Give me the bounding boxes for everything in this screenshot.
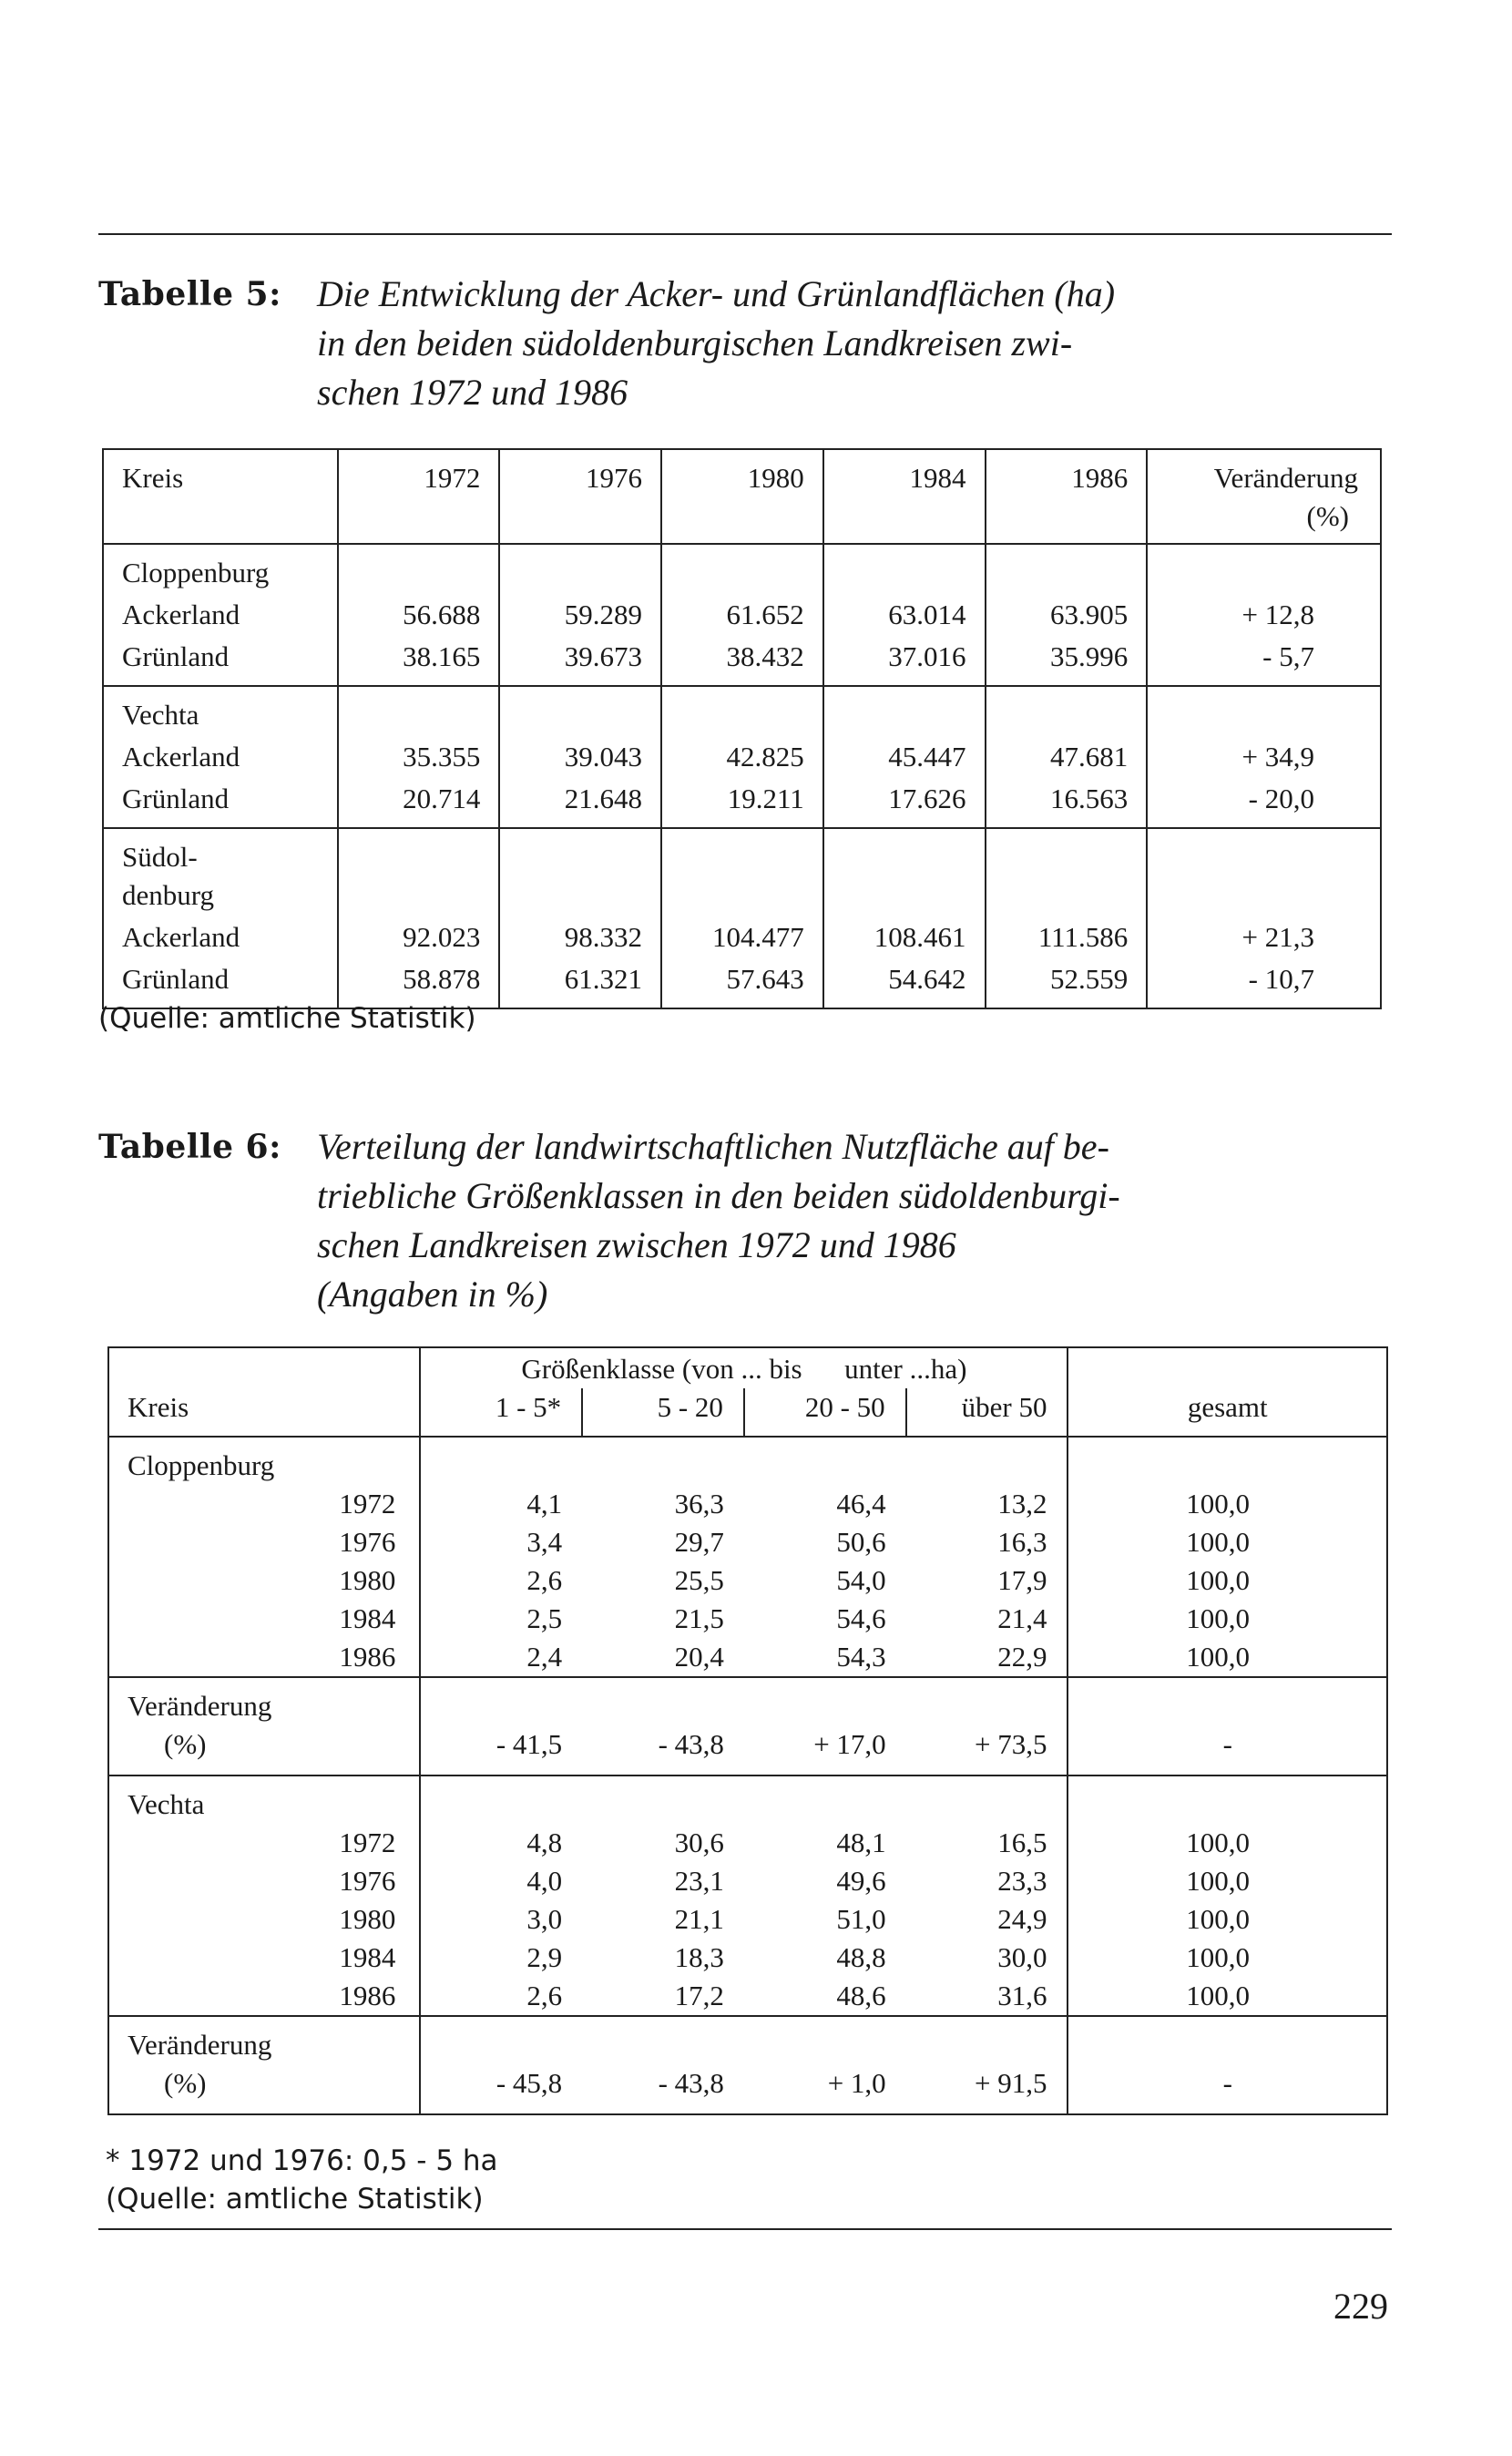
cell-value: 63.014 [823,592,986,634]
table6-title-line: (Angaben in %) [317,1274,548,1315]
table6-title [317,1122,1392,1319]
group-name-line: Südol- [122,841,198,873]
cell-value: 57.643 [661,957,823,1008]
cell-value: 54,6 [836,1602,886,1634]
change-label [108,2016,420,2114]
cell-value: 54.642 [823,957,986,1008]
cell-value: 48,6 [836,1980,886,2011]
change-label-line: Veränderung [128,2029,272,2061]
table5 [102,448,1382,1009]
table-row [103,957,1381,1008]
cell-change: - 43,8 [582,2016,744,2114]
cell-change: + 73,5 [906,1677,1068,1775]
cell-value: 3,0 [526,1903,563,1935]
cell-value: 17.626 [823,776,986,828]
cell-value: 104.477 [661,915,823,957]
table6-header-row-top [108,1347,1387,1388]
cell-total: - [1068,2016,1387,2114]
cell-change: + 17,0 [744,1677,906,1775]
cell-value: 3,4 [526,1526,563,1558]
cell-value: 21,5 [674,1602,724,1634]
cell-value: 21,1 [674,1903,724,1935]
cell-change: + 1,0 [744,2016,906,2114]
cell-value: 31,6 [906,1977,1068,2016]
table5-group-name-row [103,828,1381,915]
cell-value: 23,1 [674,1865,724,1897]
header-kreis: Kreis [108,1388,420,1437]
cell-value: 61.652 [661,592,823,634]
header-size-class: 1 - 5* [420,1388,582,1437]
cell-value: 98.332 [499,915,661,957]
cell-value: 13,2 [906,1485,1068,1523]
cell-change: - 45,8 [420,2016,582,2114]
cell-value: 54,0 [836,1564,886,1596]
cell-value: 48,8 [836,1941,886,1973]
table-row [108,1561,1387,1600]
table-row [108,1939,1387,1977]
cell-value: 54,3 [836,1641,886,1673]
cell-change: + 34,9 [1147,734,1381,776]
table-row [103,915,1381,957]
table5-source: (Quelle: amtliche Statistik) [98,1002,476,1035]
cell-total: 100,0 [1068,1638,1387,1677]
header-size-class-group: Größenklasse (von ... bis unter ...ha) [420,1347,1068,1388]
table6-title-line: triebliche Größenklassen in den beiden südoldenburgi- [317,1175,1120,1216]
table-row [108,1862,1387,1900]
cell-total: - [1068,1677,1387,1775]
table6-label: Tabelle 6: [98,1128,281,1166]
cell-value: 20.714 [338,776,500,828]
table6-heading [98,1122,1392,1323]
cell-value: 16,5 [906,1824,1068,1862]
cell-value: 59.289 [499,592,661,634]
cell-change: + 12,8 [1147,592,1381,634]
table-row [103,776,1381,828]
cell-value: 37.016 [823,634,986,686]
row-label: Ackerland [103,734,338,776]
header-change [1147,449,1381,544]
cell-value: 51,0 [836,1903,886,1935]
table5-title-line: Die Entwicklung der Acker- und Grünlandflächen (ha) [317,273,1116,314]
cell-total: 100,0 [1068,1561,1387,1600]
change-label [108,1677,420,1775]
cell-value: 30,6 [674,1827,724,1858]
cell-value: 45.447 [823,734,986,776]
cell-value: 24,9 [906,1900,1068,1939]
cell-total: 100,0 [1068,1523,1387,1561]
group-name: Cloppenburg [103,544,338,592]
bottom-rule [98,2228,1392,2230]
group-name [103,828,338,915]
header-total: gesamt [1068,1388,1387,1437]
table6-title-line: schen Landkreisen zwischen 1972 und 1986 [317,1224,956,1265]
cell-value: 2,4 [526,1641,563,1673]
row-label: Grünland [103,957,338,1008]
row-year: 1980 [312,1900,420,1939]
table6 [107,1346,1388,2115]
cell-value: 22,9 [906,1638,1068,1677]
table6-footnote: * 1972 und 1976: 0,5 - 5 ha [106,2144,498,2177]
cell-value: 49,6 [836,1865,886,1897]
table5-label: Tabelle 5: [98,275,281,313]
table-row [108,1824,1387,1862]
group-name-line: denburg [122,879,215,911]
cell-change: - 43,8 [582,1677,744,1775]
table-row [108,1900,1387,1939]
table-row [103,634,1381,686]
cell-value: 2,5 [526,1602,563,1634]
cell-value: 36,3 [674,1488,724,1520]
cell-value: 4,8 [526,1827,563,1858]
cell-value: 92.023 [338,915,500,957]
header-size-class: 20 - 50 [744,1388,906,1437]
cell-change: + 21,3 [1147,915,1381,957]
cell-value: 21,4 [906,1600,1068,1638]
header-size-class: 5 - 20 [582,1388,744,1437]
row-year: 1972 [312,1485,420,1523]
cell-value: 17,2 [674,1980,724,2011]
cell-change: - 10,7 [1147,957,1381,1008]
table6-section-name-row [108,1775,1387,1824]
table6-header-row [108,1388,1387,1437]
cell-value: 17,9 [906,1561,1068,1600]
cell-value: 58.878 [338,957,500,1008]
table5-heading [98,270,1392,425]
row-label: Grünland [103,634,338,686]
cell-value: 2,6 [526,1564,563,1596]
row-year: 1986 [312,1638,420,1677]
row-year: 1984 [312,1600,420,1638]
row-year: 1972 [312,1824,420,1862]
cell-value: 48,1 [836,1827,886,1858]
cell-value: 38.165 [338,634,500,686]
header-year: 1986 [986,449,1148,544]
table6-title-line: Verteilung der landwirtschaftlichen Nutzfläche auf be- [317,1126,1109,1167]
cell-value: 29,7 [674,1526,724,1558]
table6-section-name-row [108,1437,1387,1485]
cell-value: 18,3 [674,1941,724,1973]
change-label-line: (%) [164,1728,207,1760]
table5-header-row [103,449,1381,544]
cell-total: 100,0 [1068,1939,1387,1977]
cell-value: 25,5 [674,1564,724,1596]
cell-total: 100,0 [1068,1977,1387,2016]
change-label-line: Veränderung [128,1690,272,1722]
table-row [108,1485,1387,1523]
cell-value: 35.355 [338,734,500,776]
table6-change-row [108,1677,1387,1775]
table5-title [317,270,1392,417]
section-name: Cloppenburg [108,1437,420,1485]
cell-value: 16.563 [986,776,1148,828]
change-label-line: (%) [164,2067,207,2099]
row-label: Ackerland [103,592,338,634]
row-year: 1976 [312,1523,420,1561]
cell-value: 23,3 [906,1862,1068,1900]
cell-value: 42.825 [661,734,823,776]
cell-change: - 20,0 [1147,776,1381,828]
header-year: 1984 [823,449,986,544]
table5-title-line: in den beiden südoldenburgischen Landkreisen zwi- [317,322,1073,363]
table5-title-line: schen 1972 und 1986 [317,372,628,413]
table5-group-name-row [103,544,1381,592]
cell-value: 39.673 [499,634,661,686]
row-year: 1976 [312,1862,420,1900]
group-name: Vechta [103,686,338,734]
row-year: 1986 [312,1977,420,2016]
cell-value: 19.211 [661,776,823,828]
cell-change: - 41,5 [420,1677,582,1775]
header-year: 1976 [499,449,661,544]
table-row [103,592,1381,634]
row-year: 1984 [312,1939,420,1977]
cell-value: 52.559 [986,957,1148,1008]
header-year: 1980 [661,449,823,544]
top-rule [98,233,1392,235]
cell-value: 50,6 [836,1526,886,1558]
cell-value: 2,9 [526,1941,563,1973]
cell-total: 100,0 [1068,1485,1387,1523]
cell-value: 39.043 [499,734,661,776]
cell-value: 35.996 [986,634,1148,686]
row-label: Grünland [103,776,338,828]
cell-value: 2,6 [526,1980,563,2011]
row-label: Ackerland [103,915,338,957]
cell-value: 61.321 [499,957,661,1008]
table-row [108,1523,1387,1561]
table-row [108,1638,1387,1677]
cell-value: 38.432 [661,634,823,686]
cell-change: - 5,7 [1147,634,1381,686]
cell-value: 47.681 [986,734,1148,776]
cell-value: 4,1 [526,1488,563,1520]
cell-value: 63.905 [986,592,1148,634]
header-kreis: Kreis [103,449,338,544]
cell-change: + 91,5 [906,2016,1068,2114]
table-row [108,1600,1387,1638]
header-size-class: über 50 [906,1388,1068,1437]
section-name: Vechta [108,1775,420,1824]
header-change-unit: (%) [1306,500,1349,532]
cell-value: 46,4 [836,1488,886,1520]
header-year: 1972 [338,449,500,544]
cell-value: 21.648 [499,776,661,828]
cell-value: 4,0 [526,1865,563,1897]
cell-total: 100,0 [1068,1900,1387,1939]
cell-total: 100,0 [1068,1862,1387,1900]
cell-value: 30,0 [906,1939,1068,1977]
cell-value: 16,3 [906,1523,1068,1561]
table5-group-name-row [103,686,1381,734]
page-number: 229 [1333,2286,1388,2327]
header-change-label: Veränderung [1213,462,1358,494]
cell-total: 100,0 [1068,1600,1387,1638]
table6-source: (Quelle: amtliche Statistik) [106,2183,484,2216]
table6-change-row [108,2016,1387,2114]
table-row [103,734,1381,776]
cell-value: 111.586 [986,915,1148,957]
cell-value: 56.688 [338,592,500,634]
cell-total: 100,0 [1068,1824,1387,1862]
cell-value: 20,4 [674,1641,724,1673]
cell-value: 108.461 [823,915,986,957]
table-row [108,1977,1387,2016]
row-year: 1980 [312,1561,420,1600]
